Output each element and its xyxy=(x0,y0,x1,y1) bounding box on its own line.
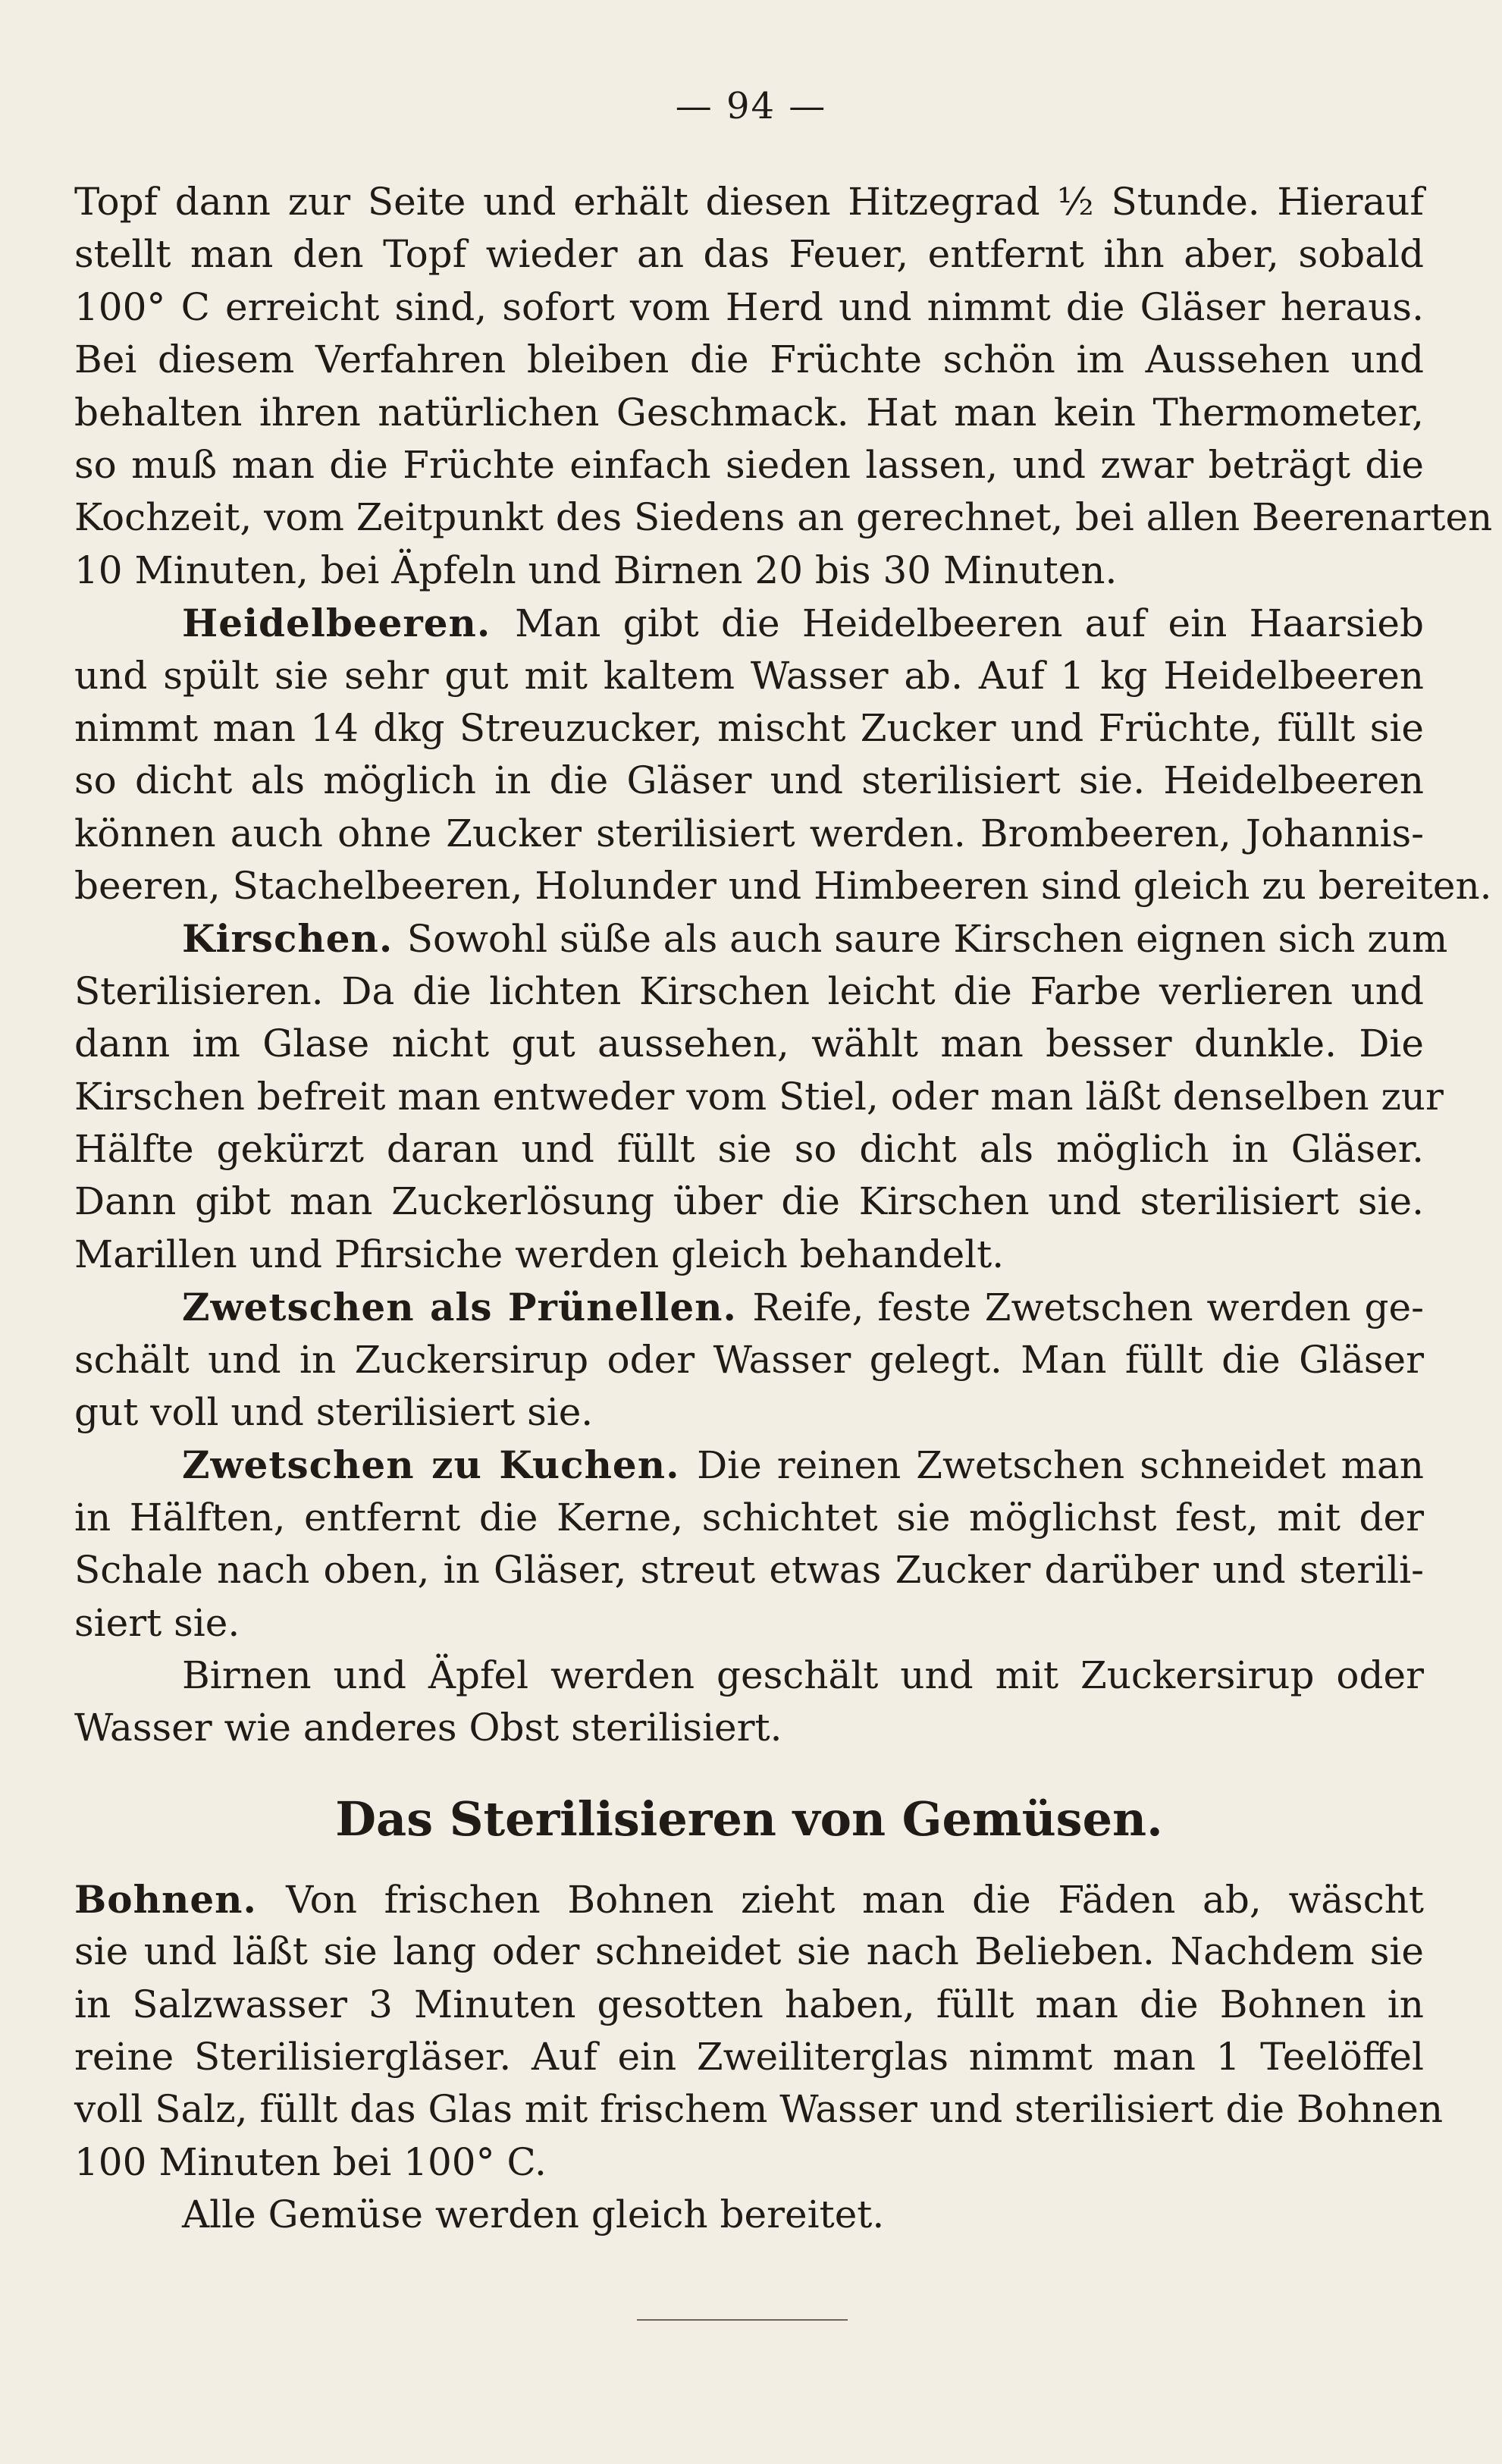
fruit-section xyxy=(74,176,1493,1755)
end-rule xyxy=(637,2319,848,2321)
line-text: und spült sie sehr gut mit kaltem Wasser ab. Auf 1 kg Heidelbeeren xyxy=(74,653,1424,698)
text-line xyxy=(74,2136,1424,2189)
line-text: 100 Minuten bei 100° C. xyxy=(74,2139,547,2184)
line-text: dann im Glase nicht gut aussehen, wählt man besser dunkle. Die xyxy=(74,1022,1424,1066)
line-text: Von frischen Bohnen zieht man die Fäden ab, wäscht xyxy=(286,1877,1425,1922)
text-line xyxy=(74,650,1424,702)
text-line xyxy=(74,1492,1424,1544)
line-text: schält und in Zuckersirup oder Wasser gelegt. Man füllt die Gläser xyxy=(74,1337,1424,1382)
text-line xyxy=(74,702,1424,755)
line-text: Bei diesem Verfahren bleiben die Früchte schön im Aussehen und xyxy=(74,337,1424,382)
text-line xyxy=(74,1071,1444,1123)
line-text: Kochzeit, vom Zeitpunkt des Siedens an gerechnet, bei allen Beerenarten xyxy=(74,495,1493,540)
line-text: nimmt man 14 dkg Streuzucker, mischt Zucker und Früchte, füllt sie xyxy=(74,705,1424,750)
section-heading: Das Sterilisieren von Gemüsen. xyxy=(335,1791,1163,1847)
line-text: Dann gibt man Zuckerlösung über die Kirschen und sterilisiert sie. xyxy=(74,1179,1424,1224)
page-number: — 94 — xyxy=(675,85,827,127)
paragraph xyxy=(74,2189,1424,2241)
line-text: so muß man die Früchte einfach sieden lassen, und zwar beträgt die xyxy=(74,442,1424,487)
text-line xyxy=(74,1123,1424,1176)
text-line xyxy=(74,1018,1424,1070)
text-line xyxy=(74,1979,1424,2031)
line-text: Sowohl süße als auch saure Kirschen eignen sich zum xyxy=(406,917,1448,962)
text-line xyxy=(74,228,1424,281)
line-text: Reife, feste Zwetschen werden ge- xyxy=(752,1285,1424,1330)
line-text: Man gibt die Heidelbeeren auf ein Haarsieb xyxy=(515,601,1424,646)
text-line xyxy=(74,439,1424,491)
text-line xyxy=(74,281,1424,334)
line-text: Schale nach oben, in Gläser, streut etwas Zucker darüber und sterili- xyxy=(74,1548,1424,1593)
text-line xyxy=(74,912,1448,965)
text-line xyxy=(74,965,1424,1018)
text-line xyxy=(74,860,1492,912)
line-text: Wasser wie anderes Obst sterilisiert. xyxy=(74,1706,782,1750)
text-line xyxy=(74,491,1493,544)
text-line xyxy=(74,1597,1424,1649)
line-text: Sterilisieren. Da die lichten Kirschen leicht die Farbe verlieren und xyxy=(74,968,1424,1013)
text-line xyxy=(74,597,1424,649)
line-text: in Salzwasser 3 Minuten gesotten haben, füllt man die Bohnen in xyxy=(74,1982,1424,2026)
line-text: beeren, Stachelbeeren, Holunder und Himbeeren sind gleich zu bereiten. xyxy=(74,864,1492,909)
line-text: reine Sterilisiergläser. Auf ein Zweiliterglas nimmt man 1 Teelöffel xyxy=(74,2034,1424,2079)
line-text: Kirschen befreit man entweder vom Stiel, oder man läßt denselben zur xyxy=(74,1074,1444,1119)
line-text: stellt man den Topf wieder an das Feuer, entfernt ihn aber, sobald xyxy=(74,232,1424,277)
run-in-heading: Bohnen. xyxy=(74,1876,287,1922)
line-text: so dicht als möglich in die Gläser und sterilisiert sie. Heidelbeeren xyxy=(74,758,1424,803)
paragraph xyxy=(74,912,1448,1281)
text-line xyxy=(74,2031,1424,2083)
line-text: in Hälften, entfernt die Kerne, schichtet sie möglichst fest, mit der xyxy=(74,1495,1424,1540)
line-text: Alle Gemüse werden gleich bereitet. xyxy=(182,2192,885,2237)
line-text: Marillen und Pfirsiche werden gleich behandelt. xyxy=(74,1232,1005,1276)
line-text: 100° C erreicht sind, sofort vom Herd und nimmt die Gläser heraus. xyxy=(74,284,1424,329)
body-text xyxy=(74,176,1493,2241)
text-line xyxy=(74,1926,1424,1978)
text-line xyxy=(74,1702,1424,1754)
line-text: gut voll und sterilisiert sie. xyxy=(74,1389,594,1434)
text-line xyxy=(74,1544,1424,1596)
text-line xyxy=(74,1334,1424,1386)
text-line xyxy=(74,1176,1424,1228)
paragraph xyxy=(74,597,1492,912)
paragraph xyxy=(74,1873,1444,2189)
line-text: siert sie. xyxy=(74,1600,240,1645)
text-line xyxy=(74,1229,1424,1281)
paragraph xyxy=(74,176,1493,597)
text-line xyxy=(74,2189,1424,2241)
line-text: voll Salz, füllt das Glas mit frischem Wasser und sterilisiert die Bohnen xyxy=(74,2087,1444,2132)
text-line xyxy=(74,334,1424,386)
paragraph xyxy=(74,1281,1424,1439)
line-text: Topf dann zur Seite und erhält diesen Hitzegrad ½ Stunde. Hierauf xyxy=(74,180,1424,224)
line-text: Die reinen Zwetschen schneidet man xyxy=(697,1443,1425,1488)
text-line xyxy=(74,1281,1424,1333)
text-line xyxy=(74,1873,1424,1926)
text-line xyxy=(74,387,1424,439)
text-line xyxy=(74,1439,1424,1491)
run-in-heading: Zwetschen als Prünellen. xyxy=(182,1285,753,1330)
line-text: behalten ihren natürlichen Geschmack. Hat man kein Thermometer, xyxy=(74,390,1424,435)
run-in-heading: Zwetschen zu Kuchen. xyxy=(182,1442,698,1488)
line-text: Hälfte gekürzt daran und füllt sie so dicht als möglich in Gläser. xyxy=(74,1127,1424,1172)
run-in-heading: Kirschen. xyxy=(182,916,407,962)
paragraph xyxy=(74,1649,1424,1755)
text-line xyxy=(74,2083,1444,2136)
text-line xyxy=(74,1649,1424,1702)
line-text: Birnen und Äpfel werden geschält und mit Zuckersirup oder xyxy=(182,1653,1424,1697)
line-text: sie und läßt sie lang oder schneidet sie nach Belieben. Nachdem sie xyxy=(74,1929,1424,1974)
vegetable-section xyxy=(74,1873,1444,2242)
text-line xyxy=(74,545,1424,597)
line-text: können auch ohne Zucker sterilisiert werden. Brombeeren, Johannis- xyxy=(74,811,1424,855)
paragraph xyxy=(74,1439,1424,1649)
run-in-heading: Heidelbeeren. xyxy=(182,601,516,646)
text-line xyxy=(74,808,1424,860)
line-text: 10 Minuten, bei Äpfeln und Birnen 20 bis 30 Minuten. xyxy=(74,548,1118,592)
text-line xyxy=(74,755,1424,807)
text-line xyxy=(74,176,1424,228)
text-line xyxy=(74,1386,1424,1439)
